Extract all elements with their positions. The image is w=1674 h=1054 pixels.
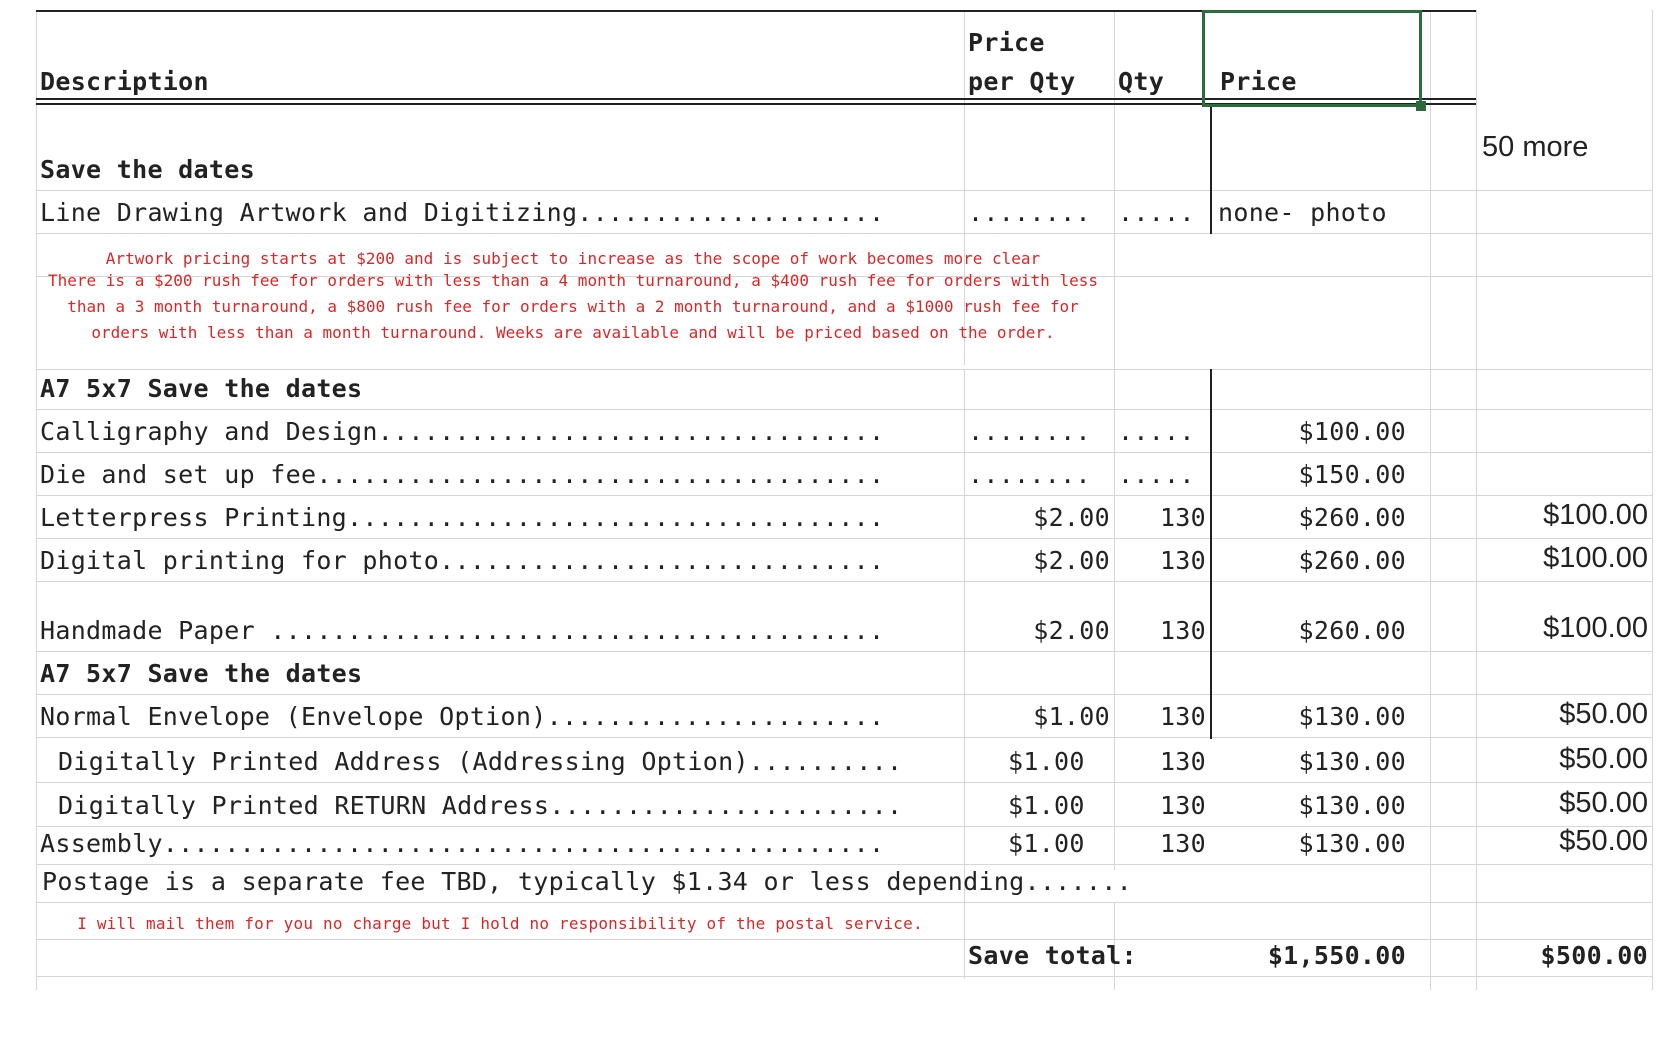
row-description[interactable]: Digitally Printed RETURN Address....................... [58, 791, 903, 820]
table-row [36, 538, 1652, 581]
row-description[interactable]: Assembly............................................... [40, 829, 885, 858]
row-price[interactable]: $260.00 [1298, 616, 1406, 645]
table-row [36, 409, 1652, 452]
row-extra[interactable]: $100.00 [1543, 499, 1648, 531]
row-extra[interactable]: $50.00 [1559, 698, 1648, 730]
row-price[interactable]: $130.00 [1298, 747, 1406, 776]
row-qty[interactable]: ..... [1118, 198, 1195, 227]
row-price[interactable]: $130.00 [1298, 829, 1406, 858]
header-description[interactable]: Description [40, 67, 209, 96]
row-qty[interactable]: ..... [1118, 417, 1195, 446]
header-qty[interactable]: Qty [1118, 67, 1165, 96]
row-description[interactable]: Handmade Paper ........................................ [40, 616, 885, 645]
row-price[interactable]: $260.00 [1298, 503, 1406, 532]
table-row [36, 737, 1652, 782]
row-price-per-qty[interactable]: ........ [968, 198, 1091, 227]
row-price-per-qty[interactable]: $2.00 [1033, 546, 1110, 575]
save-total-price[interactable]: $1,550.00 [1267, 941, 1406, 970]
totals-row [36, 939, 1652, 976]
header-price[interactable]: Price [1220, 67, 1297, 96]
postage-row [36, 864, 1652, 902]
save-total-extra[interactable]: $500.00 [1540, 941, 1648, 970]
header-row [36, 10, 1652, 102]
postage-note[interactable]: Postage is a separate fee TBD, typically $1.34 or less depending....... [42, 867, 1132, 896]
row-extra[interactable]: $100.00 [1543, 542, 1648, 574]
section-a7-save-the-dates[interactable]: A7 5x7 Save the dates [40, 659, 363, 688]
row-price-per-qty[interactable]: ........ [968, 417, 1091, 446]
row-description[interactable]: Letterpress Printing................................... [40, 503, 885, 532]
section-row [36, 651, 1652, 694]
row-qty[interactable]: 130 [1159, 616, 1206, 645]
section-save-the-dates[interactable]: Save the dates [40, 155, 255, 184]
row-price-per-qty[interactable]: $1.00 [1008, 747, 1085, 776]
row-price-per-qty[interactable]: ........ [968, 460, 1091, 489]
row-price[interactable]: $150.00 [1298, 460, 1406, 489]
table-row [36, 826, 1652, 864]
mail-note-row [36, 902, 1652, 939]
artwork-note[interactable]: Artwork pricing starts at $200 and is subject to increase as the scope of work becomes more clear [105, 249, 1041, 268]
row-qty[interactable]: 130 [1159, 829, 1206, 858]
table-row [36, 495, 1652, 538]
save-total-label[interactable]: Save total: [968, 941, 1137, 970]
row-price[interactable]: none- photo [1218, 198, 1387, 227]
row-qty[interactable]: ..... [1118, 460, 1195, 489]
row-qty[interactable]: 130 [1159, 546, 1206, 575]
mail-note[interactable]: I will mail them for you no charge but I hold no responsibility of the postal service. [77, 914, 923, 933]
row-description[interactable]: Calligraphy and Design................................. [40, 417, 885, 446]
row-description[interactable]: Digitally Printed Address (Addressing Option).......... [58, 747, 903, 776]
row-qty[interactable]: 130 [1159, 702, 1206, 731]
row-qty[interactable]: 130 [1159, 503, 1206, 532]
rush-fee-note[interactable]: There is a $200 rush fee for orders with less than a 4 month turnaround, a $400 rush fee for orders with less than a 3 month turnaround, a $800 rush fee for orders with a 2 month turnaround, and a $1000 rush fee for orders with less than a month turnaround. Weeks are available and will be priced based on the order. [48, 271, 1098, 342]
header-price-per-qty[interactable]: Price per Qty [968, 28, 1076, 96]
row-price[interactable]: $260.00 [1298, 546, 1406, 575]
row-extra[interactable]: $100.00 [1543, 612, 1648, 644]
row-qty[interactable]: 130 [1159, 791, 1206, 820]
row-description[interactable]: Die and set up fee..................................... [40, 460, 885, 489]
row-price-per-qty[interactable]: $1.00 [1008, 791, 1085, 820]
row-price-per-qty[interactable]: $2.00 [1033, 503, 1110, 532]
row-price-per-qty[interactable]: $2.00 [1033, 616, 1110, 645]
row-qty[interactable]: 130 [1159, 747, 1206, 776]
row-description[interactable]: Line Drawing Artwork and Digitizing.................... [40, 198, 885, 227]
section-row [36, 104, 1652, 190]
side-note[interactable]: 50 more [1482, 130, 1589, 163]
row-price[interactable]: $100.00 [1298, 417, 1406, 446]
row-price-per-qty[interactable]: $1.00 [1033, 702, 1110, 731]
table-row [36, 452, 1652, 495]
table-row [36, 190, 1652, 233]
row-extra[interactable]: $50.00 [1559, 787, 1648, 819]
row-price-per-qty[interactable]: $1.00 [1008, 829, 1085, 858]
table-row [36, 581, 1652, 651]
row-price[interactable]: $130.00 [1298, 791, 1406, 820]
table-row [36, 694, 1652, 737]
section-a7-save-the-dates[interactable]: A7 5x7 Save the dates [40, 374, 363, 403]
section-row [36, 369, 1652, 409]
row-price[interactable]: $130.00 [1298, 702, 1406, 731]
table-row [36, 782, 1652, 826]
row-extra[interactable]: $50.00 [1559, 826, 1648, 857]
row-description[interactable]: Digital printing for photo............................. [40, 546, 885, 575]
row-extra[interactable]: $50.00 [1559, 743, 1648, 775]
row-description[interactable]: Normal Envelope (Envelope Option)...................... [40, 702, 885, 731]
